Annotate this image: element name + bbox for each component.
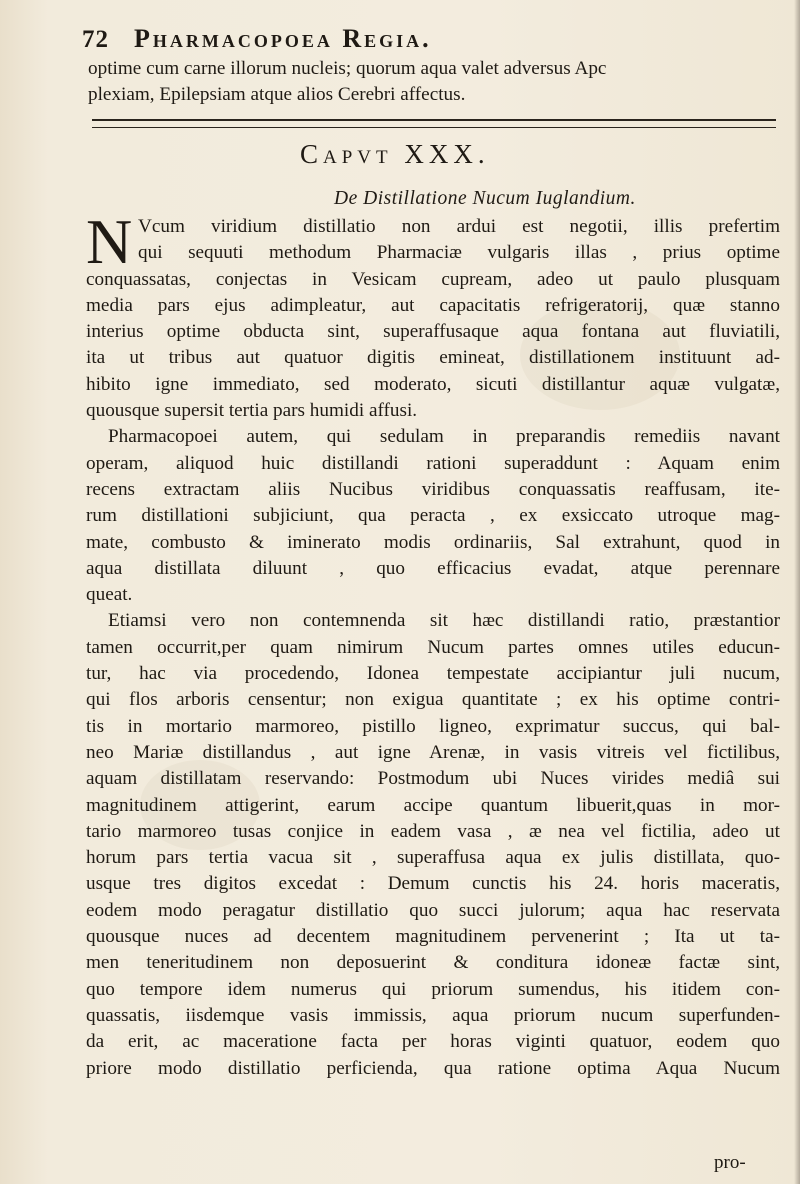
text-line: operam, aliquod huic distillandi rationi superaddunt : Aquam enim xyxy=(86,452,780,474)
text-line: ita ut tribus aut quatuor digitis emineat, distillationem instituunt ad- xyxy=(86,347,780,369)
text-line: aqua distillata diluunt , quo efficacius evadat, atque perennare xyxy=(86,557,780,579)
text-line: tur, hac via procedendo, Idonea tempestate accipiantur juli nucum, xyxy=(86,663,780,685)
text-line: qui flos arboris censentur; non exigua quantitate ; ex his optime contri- xyxy=(86,689,780,711)
page-edge-shadow xyxy=(794,0,800,1184)
text-line: eodem modo peragatur distillatio quo succi julorum; aqua hac reservata xyxy=(86,899,780,921)
text-line: aquam distillatam reservando: Postmodum ubi Nuces virides mediâ sui xyxy=(86,768,780,790)
text-line: quo tempore idem numerus qui priorum sumendus, his itidem con- xyxy=(86,978,780,1000)
text-line: tamen occurrit,per quam nimirum Nucum partes omnes utiles educun- xyxy=(86,636,780,658)
text-line: horum pars tertia vacua sit , superaffusa aqua ex julis distillata, quo- xyxy=(86,847,780,869)
text-line: recens extractam aliis Nucibus viridibus conquassatis reaffusam, ite- xyxy=(86,478,780,500)
running-title: Pharmacopoea Regia. xyxy=(134,24,432,53)
ornamental-rule xyxy=(92,119,776,128)
text-line: tis in mortario marmoreo, pistillo ligneo, exprimatur succus, qui bal- xyxy=(86,715,780,737)
running-header xyxy=(82,22,772,58)
text-line: quousque nuces ad decentem magnitudinem pervenerint ; Ita ut ta- xyxy=(86,926,780,948)
text-line: Vcum viridium distillatio non ardui est negotii, illis prefertim xyxy=(138,216,780,237)
catchword: pro- xyxy=(714,1152,746,1173)
text-line: tario marmoreo tusas conjice in eadem vasa , æ nea vel fictilia, adeo ut xyxy=(86,820,780,842)
text-line: neo Mariæ distillandus , aut igne Arenæ, in vasis vitreis vel fictilibus, xyxy=(86,741,780,763)
text-line: rum distillationi subjiciunt, qua peracta , ex exsiccato utroque mag- xyxy=(86,505,780,527)
text-line: quassatis, iisdemque vasis immissis, aqua priorum nucum superfunden- xyxy=(86,1004,780,1026)
text-line: conquassatas, conjectas in Vesicam cupream, adeo ut paulo plusquam xyxy=(86,268,780,290)
chapter-subtitle: De Distillatione Nucum Iuglandium. xyxy=(334,188,636,209)
text-line: men teneritudinem non deposuerint & conditura idoneæ factæ sint, xyxy=(86,952,780,974)
text-line: qui sequuti methodum Pharmaciæ vulgaris illas , prius optime xyxy=(138,242,780,264)
text-line: queat. xyxy=(86,584,133,606)
body-lines xyxy=(86,267,780,1082)
text-line: Etiamsi vero non contemnenda sit hæc distillandi ratio, præstantior xyxy=(108,610,780,632)
text-line: optime cum carne illorum nucleis; quorum aqua valet adversus Apc xyxy=(88,58,607,79)
chapter-title: Capvt XXX. xyxy=(300,139,490,169)
text-line: hibito igne immediato, sed moderato, sicuti distillantur aquæ vulgatæ, xyxy=(86,373,780,395)
text-line: priore modo distillatio perficienda, qua ratione optima Aqua Nucum xyxy=(86,1057,780,1079)
text-line: mate, combusto & iminerato modis ordinariis, Sal extrahunt, quod in xyxy=(86,531,780,553)
text-line: interius optime obducta sint, superaffusaque aqua fontana aut fluviatili, xyxy=(86,321,780,343)
drop-cap: N xyxy=(86,206,133,277)
text-line: da erit, ac maceratione facta per horas viginti quatuor, eodem quo xyxy=(86,1031,780,1053)
body-text xyxy=(86,206,780,1082)
page-number: 72 xyxy=(82,26,109,53)
text-line: Pharmacopoei autem, qui sedulam in preparandis remediis navant xyxy=(108,426,780,448)
text-line: usque tres digitos excedat : Demum cunctis his 24. horis maceratis, xyxy=(86,873,780,895)
text-line: media pars ejus adimpleatur, aut capacitatis refrigeratorij, quæ stanno xyxy=(86,294,780,316)
text-line: plexiam, Epilepsiam atque alios Cerebri affectus. xyxy=(88,84,466,105)
text-line: quousque supersit tertia pars humidi affusi. xyxy=(86,400,418,422)
text-line: magnitudinem attigerint, earum accipe quantum libuerit,quas in mor- xyxy=(86,794,780,816)
intro-paragraph xyxy=(88,56,778,108)
